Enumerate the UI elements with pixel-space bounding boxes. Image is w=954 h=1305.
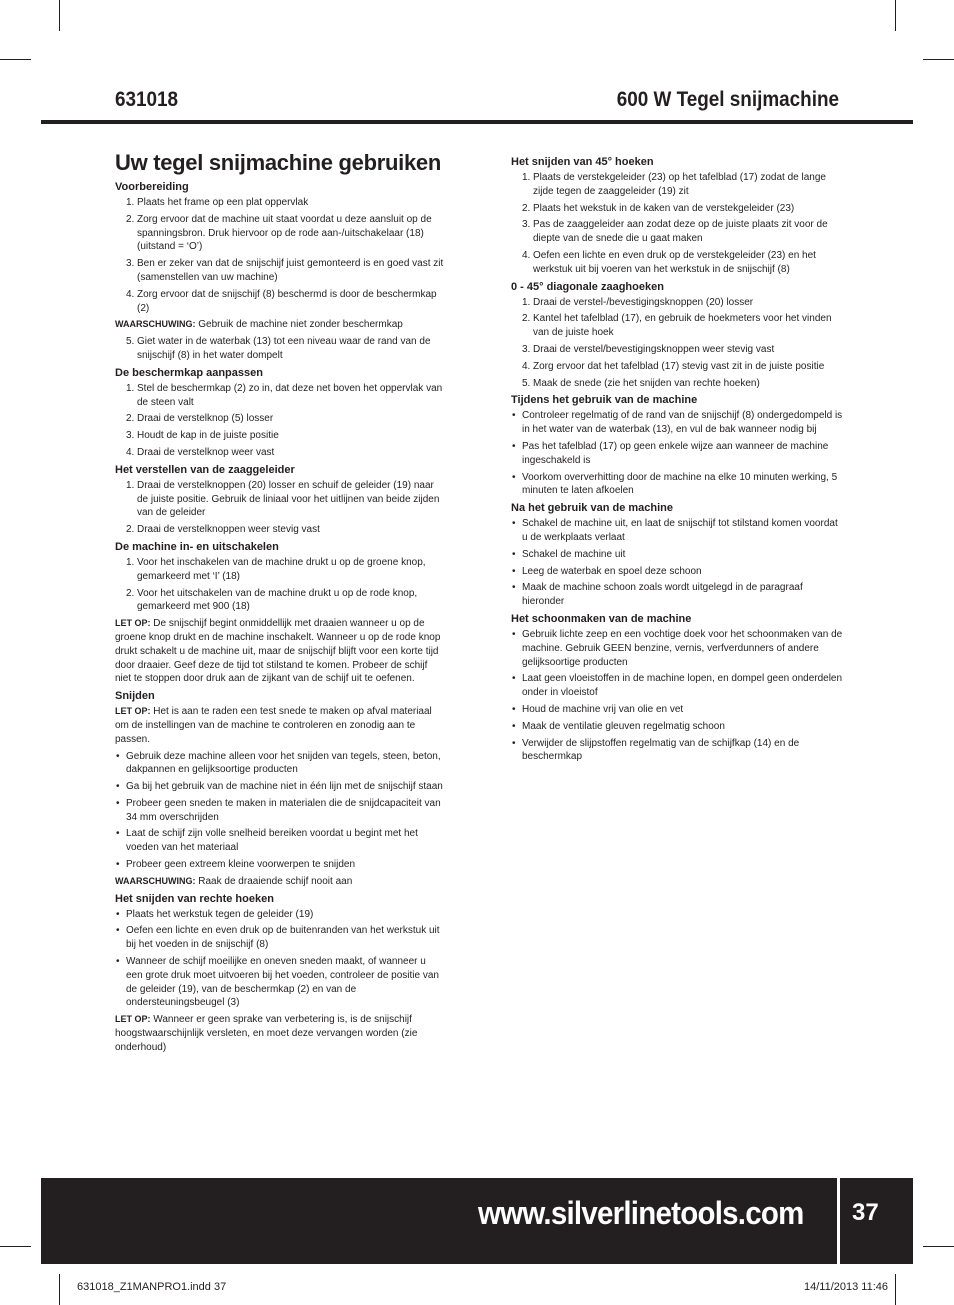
- list-item: 3. Houdt de kap in de juiste positie: [126, 430, 279, 442]
- right-column: [511, 152, 843, 767]
- list-item: 5. Maak de snede (zie het snijden van rechte hoeken): [522, 377, 760, 389]
- list-item: • Controleer regelmatig of de rand van de snijschijf (8) ondergedompeld is in het water van de waterbak (13), en vul de bak wanneer nodig bij: [512, 410, 843, 436]
- crop-mark: [895, 0, 896, 31]
- section-heading: 0 - 45° diagonale zaaghoeken: [511, 280, 664, 293]
- section-heading: Tijdens het gebruik van de machine: [511, 394, 698, 407]
- crop-mark: [895, 1274, 896, 1305]
- list-item: 4. Zorg ervoor dat het tafelblad (17) stevig vast zit in de juiste positie: [522, 360, 825, 372]
- numbered-list: [115, 335, 445, 363]
- caution-note: LET OP: Wanneer er geen sprake van verbetering is, is de snijschijf hoogstwaarschijnlijk versleten, en moet deze vervangen worden (zie onderhoud): [115, 1014, 418, 1053]
- date-slug: 14/11/2013 11:46: [803, 1281, 888, 1293]
- list-item: 2. Zorg ervoor dat de machine uit staat voordat u deze aansluit op de spanningsbron. Druk hiervoor op de rode aan-/uitschakelaar (18) (uitstand = ‘O’): [126, 213, 432, 253]
- list-item: 4. Oefen een lichte en even druk op de verstekgeleider (23) en het werkstuk uit bij voeren van het werkstuk in de snijschijf (8): [522, 249, 816, 275]
- list-item: 1. Plaats het frame op een plat oppervlak: [126, 197, 309, 208]
- crop-mark: [59, 0, 60, 31]
- list-item: • Schakel de machine uit: [512, 548, 626, 560]
- crop-mark: [59, 1274, 60, 1305]
- crop-mark: [0, 1246, 31, 1247]
- list-item: 2. Plaats het wekstuk in de kaken van de verstekgeleider (23): [522, 202, 795, 214]
- bullet-list: [511, 628, 843, 764]
- numbered-list: [115, 382, 445, 460]
- section-heading: Het schoonmaken van de machine: [511, 612, 692, 625]
- list-item: 1. Plaats de verstekgeleider (23) op het tafelblad (17) zodat de lange zijde tegen de zaaggeleider (19) zit: [522, 172, 826, 197]
- section-heading: Voorbereiding: [115, 181, 189, 193]
- list-item: 2. Voor het uitschakelen van de machine drukt u op de rode knop, gemarkeerd met 900 (18): [126, 587, 418, 613]
- section-heading: Na het gebruik van de machine: [511, 502, 673, 515]
- section-heading: Snijden: [115, 690, 155, 703]
- crop-mark: [923, 59, 954, 60]
- website-link[interactable]: www.silverlinetools.com: [478, 1195, 804, 1231]
- list-item: • Ga bij het gebruik van de machine niet in één lijn met de snijschijf staan: [116, 781, 443, 793]
- list-item: • Houd de machine vrij van olie en vet: [512, 703, 684, 715]
- list-item: 1. Draai de verstel-/bevestigingsknoppen (20) losser: [522, 296, 754, 308]
- warning-note: WAARSCHUWING: Gebruik de machine niet zonder beschermkap: [115, 319, 403, 331]
- numbered-list: [115, 479, 445, 537]
- list-item: • Leeg de waterbak en spoel deze schoon: [512, 565, 702, 577]
- caution-note: LET OP: Het is aan te raden een test snede te maken op afval materiaal om de instellingen van de machine te controleren en zonodig aan te passen.: [115, 706, 432, 745]
- bullet-list: [511, 409, 843, 498]
- caution-note: LET OP: De snijschijf begint onmiddellijk met draaien wanneer u op de groene knop drukt en de machine inschakelt. Wanneer u op de rode knop drukt schakelt u de machine uit, maar de snijschijf blijft voor een korte tijd door draaier. Geef deze de tijd tot stilstand te komen. Probeer de schijf niet te stoppen door druk aan de zijkant van de schijf uit te oefenen.: [115, 618, 441, 685]
- list-item: • Wanneer de schijf moeilijke en oneven sneden maakt, of wanneer u een grote druk moet uitvoeren bij het voeden, controleer de positie van de geleider (19), van de beschermkap (2) en van de ondersteuningsbeugel (3): [116, 956, 439, 1009]
- list-item: 3. Draai de verstel/bevestigingsknoppen weer stevig vast: [522, 343, 775, 355]
- list-item: 1. Draai de verstelknoppen (20) losser en schuif de geleider (19) naar de juiste positie. Gebruik de liniaal voor het uitlijnen van beide zijden van de geleider: [126, 479, 440, 519]
- list-item: 2. Kantel het tafelblad (17), en gebruik de hoekmeters voor het vinden van de juiste hoek: [522, 313, 832, 339]
- list-item: 3. Ben er zeker van dat de snijschijf juist gemonteerd is en goed vast zit (samenstellen van uw machine): [126, 258, 444, 283]
- crop-mark: [923, 1246, 954, 1247]
- warning-note: WAARSCHUWING: Raak de draaiende schijf nooit aan: [115, 875, 353, 887]
- list-item: • Gebruik deze machine alleen voor het snijden van tegels, steen, beton, dakpannen en gelijksoortige producten: [116, 750, 441, 776]
- page-number: 37: [852, 1199, 879, 1226]
- list-item: • Pas het tafelblad (17) op geen enkele wijze aan wanneer de machine ingeschakeld is: [512, 440, 829, 466]
- list-item: 1. Voor het inschakelen van de machine drukt u op de groene knop, gemarkeerd met ‘I’ (18): [126, 556, 426, 582]
- section-heading: De beschermkap aanpassen: [115, 366, 263, 379]
- file-slug: 631018_Z1MANPRO1.indd 37: [77, 1281, 227, 1293]
- crop-mark: [0, 59, 31, 60]
- section-heading: Het snijden van 45° hoeken: [511, 156, 654, 168]
- list-item: 3. Pas de zaaggeleider aan zodat deze op de juiste plaats zit voor de diepte van de snede die u gaat maken: [522, 219, 828, 245]
- list-item: • Gebruik lichte zeep en een vochtige doek voor het schoonmaken van de machine. Gebruik GEEN benzine, vernis, verfverdunners of andere gelijksoortige producten: [512, 628, 843, 668]
- section-heading: De machine in- en uitschakelen: [115, 540, 279, 553]
- list-item: • Oefen een lichte en even druk op de buitenranden van het werkstuk uit bij het voeden in de snijschijf (8): [116, 925, 440, 951]
- list-item: • Laat de schijf zijn volle snelheid bereiken voordat u begint met het voeden van het materiaal: [116, 828, 418, 854]
- list-item: • Probeer geen extreem kleine voorwerpen te snijden: [116, 859, 356, 871]
- list-item: • Laat geen vloeistoffen in de machine lopen, en dompel geen onderdelen onder in vloeistof: [512, 673, 843, 699]
- footer-divider: [837, 1178, 840, 1264]
- numbered-list: [511, 296, 843, 391]
- list-item: • Verwijder de slijpstoffen regelmatig van de schijfkap (14) en de beschermkap: [512, 737, 800, 763]
- list-item: • Plaats het werkstuk tegen de geleider (19): [116, 908, 314, 920]
- page-title: Uw tegel snijmachine gebruiken: [115, 150, 441, 175]
- list-item: • Voorkom oververhitting door de machine na elke 10 minuten werking, 5 minuten te laten afkoelen: [512, 471, 838, 497]
- section-heading: Het verstellen van de zaaggeleider: [115, 463, 295, 476]
- numbered-list: [511, 171, 843, 277]
- bullet-list: [115, 908, 445, 1011]
- numbered-list: [115, 196, 445, 315]
- bullet-list: [511, 517, 843, 609]
- list-item: 4. Draai de verstelknop weer vast: [126, 446, 275, 458]
- list-item: 2. Draai de verstelknoppen weer stevig vast: [126, 524, 320, 536]
- list-item: • Schakel de machine uit, en laat de snijschijf tot stilstand komen voordat u de werkplaats verlaat: [512, 518, 838, 543]
- bullet-list: [115, 750, 445, 872]
- product-name: 600 W Tegel snijmachine: [616, 88, 839, 111]
- list-item: • Probeer geen sneden te maken in materialen die de snijdcapaciteit van 34 mm overschrijden: [116, 797, 441, 823]
- product-code: 631018: [115, 88, 179, 111]
- list-item: • Maak de machine schoon zoals wordt uitgelegd in de paragraaf hieronder: [512, 582, 803, 608]
- numbered-list: [115, 556, 445, 614]
- list-item: 5. Giet water in de waterbak (13) tot een niveau waar de rand van de snijschijf (8) in het water dompelt: [126, 336, 431, 361]
- left-column: [115, 150, 445, 1058]
- header-rule: [41, 120, 913, 124]
- section-heading: Het snijden van rechte hoeken: [115, 892, 274, 905]
- list-item: 1. Stel de beschermkap (2) zo in, dat deze net boven het oppervlak van de steen valt: [126, 382, 443, 408]
- list-item: 4. Zorg ervoor dat de snijschijf (8) beschermd is door de beschermkap (2): [126, 288, 437, 314]
- list-item: • Maak de ventilatie gleuven regelmatig schoon: [512, 720, 725, 732]
- list-item: 2. Draai de verstelknop (5) losser: [126, 413, 274, 425]
